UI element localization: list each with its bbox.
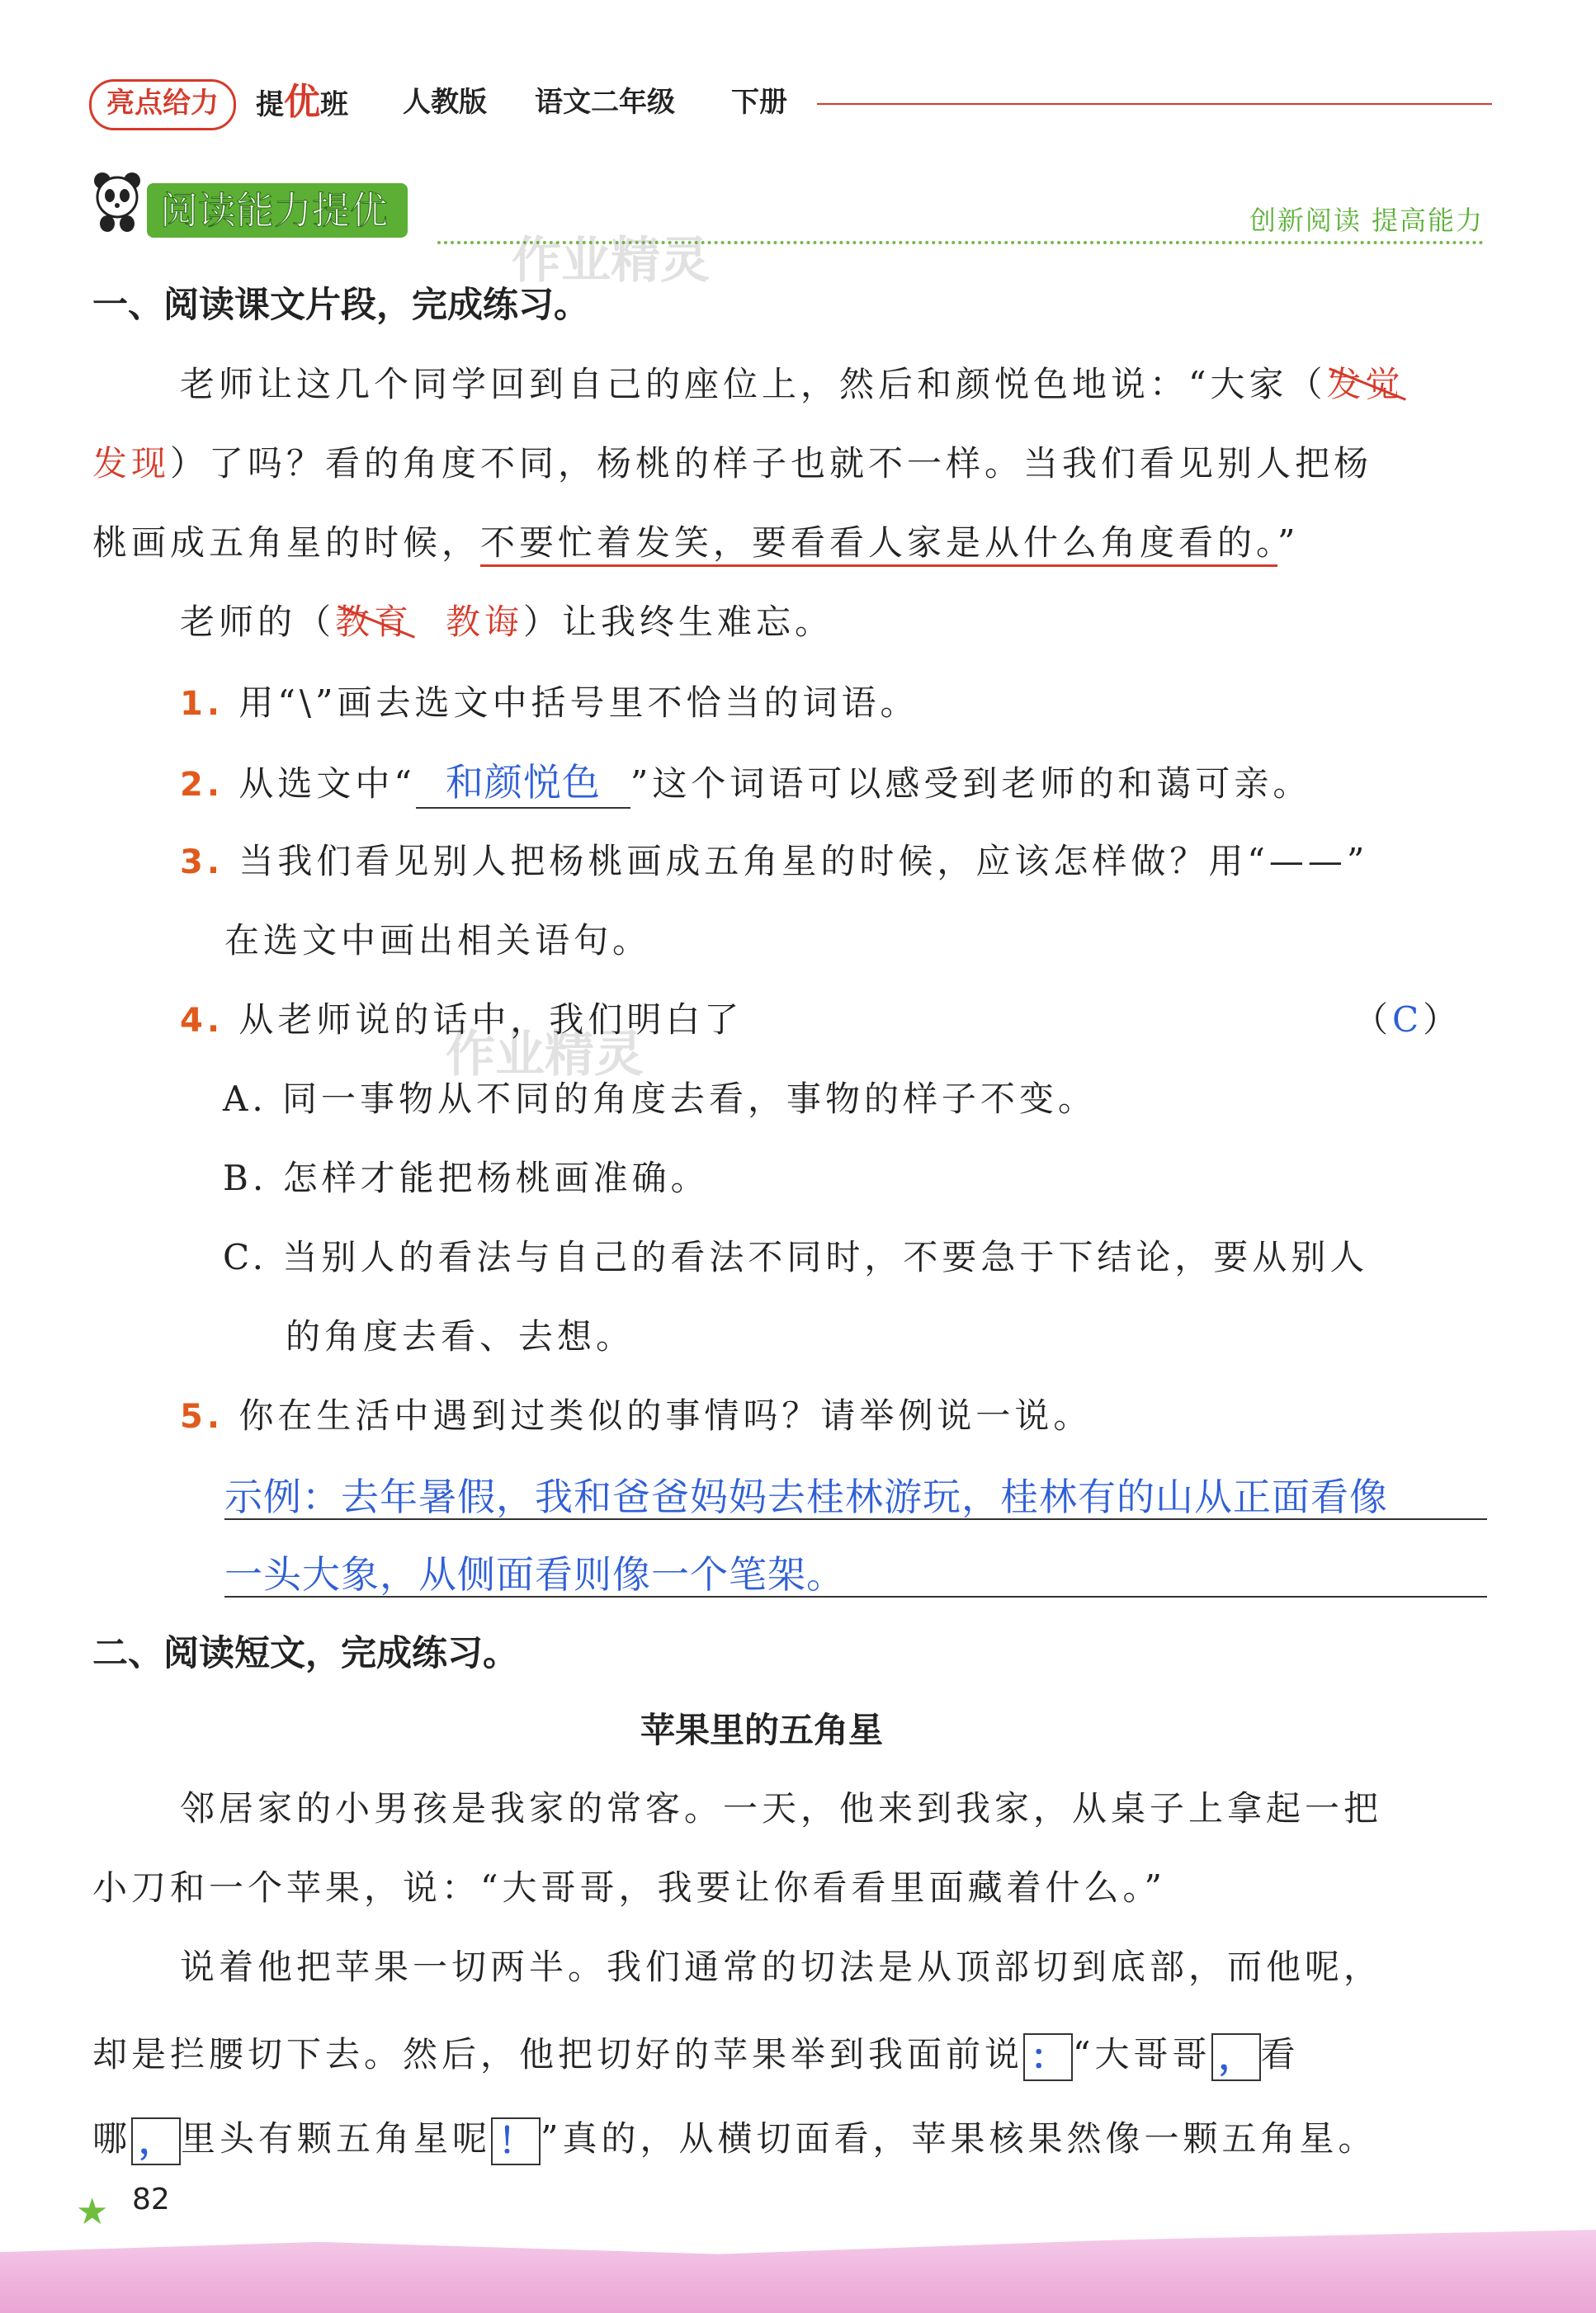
series-suffix: 班 <box>320 88 348 121</box>
passage-text: ）了吗？看的角度不同，杨桃的样子也就不一样。当我们看见别人把杨 <box>170 443 1373 484</box>
question-5 <box>180 1391 1092 1442</box>
q5-answer-line-2[interactable]: 一头大象，从侧面看则像一个笔架。 <box>224 1552 845 1597</box>
choice-answer-letter: C <box>1392 999 1424 1040</box>
story-text: 看 <box>1260 2034 1300 2075</box>
question-3 <box>180 837 1368 887</box>
struck-word: 教育 <box>335 602 413 642</box>
paren: ） <box>1423 999 1462 1040</box>
story-text: ”真的，从横切面看，苹果核果然像一颗五角星。 <box>541 2118 1377 2159</box>
story-text: “大哥哥 <box>1073 2034 1211 2075</box>
footer-decoration <box>0 2212 1596 2313</box>
section-banner: 阅读能力提优 <box>147 183 408 238</box>
question-number: 3. <box>180 843 224 881</box>
section1-heading: 一、阅读课文片段，完成练习。 <box>92 285 589 326</box>
passage-line-4 <box>180 597 833 647</box>
story-text: 哪 <box>92 2118 132 2159</box>
panda-icon <box>89 169 145 235</box>
question-number: 5. <box>180 1398 224 1436</box>
banner-slogan: 创新阅读 提高能力 <box>1249 205 1484 236</box>
story-p2-line3 <box>92 2114 1377 2165</box>
story-title: 苹果里的五角星 <box>640 1710 884 1750</box>
question-text: ”这个词语可以感受到老师的和蔼可亲。 <box>630 763 1312 804</box>
punctuation-box[interactable]: ！ <box>491 2117 541 2165</box>
section2-heading: 二、阅读短文，完成练习。 <box>92 1633 518 1674</box>
passage-text: 桃画成五角星的时候， <box>92 522 481 563</box>
series-prefix: 提 <box>256 88 284 121</box>
watermark: 作业精灵 <box>512 232 710 290</box>
q5-answer-line-1[interactable]: 示例：去年暑假，我和爸爸妈妈去桂林游玩，桂林有的山从正面看像 <box>224 1475 1388 1519</box>
punctuation-box[interactable]: ， <box>131 2117 181 2165</box>
subject-label: 语文二年级 <box>535 86 675 119</box>
question-1 <box>180 678 919 729</box>
passage-line-2 <box>92 439 1372 489</box>
question-text: 从老师说的话中，我们明白了 <box>238 999 744 1040</box>
question-3-cont: 在选文中画出相关语句。 <box>224 920 652 961</box>
answer-rule <box>224 1518 1487 1520</box>
question-number: 2. <box>180 766 224 804</box>
question-number: 1. <box>180 685 224 723</box>
story-p1-line2: 小刀和一个苹果，说：“大哥哥，我要让你看看里面藏着什么。” <box>92 1867 1166 1908</box>
underlined-sentence: 不要忙着发笑，要看看人家是从什么角度看的。 <box>480 522 1277 567</box>
story-text: 里头有颗五角星呢 <box>181 2118 492 2159</box>
series-big: 优 <box>284 81 320 123</box>
kept-word: 教诲 <box>446 602 524 642</box>
story-text: 却是拦腰切下去。然后，他把切好的苹果举到我面前说 <box>92 2034 1024 2075</box>
question-2 <box>180 758 1311 810</box>
edition-label: 人教版 <box>403 86 487 119</box>
struck-word: 发觉 <box>1326 364 1405 404</box>
option-c-cont: 的角度去看、去想。 <box>286 1316 635 1357</box>
choice-answer[interactable] <box>1353 995 1461 1045</box>
passage-line-1 <box>180 360 1405 409</box>
star-icon: ★ <box>76 2191 109 2233</box>
answer-rule <box>224 1596 1487 1598</box>
story-p2-line2 <box>92 2030 1300 2081</box>
watermark: 作业精灵 <box>446 1026 644 1083</box>
passage-text: ” <box>1277 522 1300 563</box>
passage-text: 老师的（ <box>180 602 336 642</box>
series-name <box>256 81 348 126</box>
passage-text: ）让我终生难忘。 <box>523 602 834 642</box>
brand-badge: 亮点给力 <box>89 79 236 130</box>
punctuation-box[interactable]: ： <box>1023 2033 1073 2081</box>
question-number: 4. <box>180 1002 224 1040</box>
header-rule <box>817 103 1492 105</box>
story-p2-line1: 说着他把苹果一切两半。我们通常的切法是从顶部切到底部，而他呢， <box>180 1947 1383 1987</box>
option-b: B. 怎样才能把杨桃画准确。 <box>223 1158 710 1198</box>
question-text: 当我们看见别人把杨桃画成五角星的时候，应该怎样做？用“——” <box>238 841 1369 881</box>
volume-label: 下册 <box>731 86 787 119</box>
question-text: 你在生活中遇到过类似的事情吗？请举例说一说。 <box>238 1395 1093 1436</box>
question-text: 从选文中“ <box>238 763 416 804</box>
paren: （ <box>1353 999 1393 1040</box>
passage-line-3 <box>92 518 1300 568</box>
option-a: A. 同一事物从不同的角度去看，事物的样子不变。 <box>223 1079 1098 1119</box>
punctuation-box[interactable]: ， <box>1211 2033 1261 2081</box>
answer-blank[interactable]: 和颜悦色 <box>416 758 630 809</box>
page-number: 82 <box>132 2183 170 2216</box>
question-text: 用“\”画去选文中括号里不恰当的词语。 <box>238 682 919 723</box>
option-c: C. 当别人的看法与自己的看法不同时，不要急于下结论，要从别人 <box>223 1237 1369 1277</box>
passage-text: 老师让这几个同学回到自己的座位上，然后和颜悦色地说：“大家（ <box>180 364 1327 404</box>
story-p1-line1: 邻居家的小男孩是我家的常客。一天，他来到我家，从桌子上拿起一把 <box>180 1788 1383 1829</box>
kept-word: 发现 <box>92 443 171 484</box>
question-4 <box>180 995 743 1046</box>
